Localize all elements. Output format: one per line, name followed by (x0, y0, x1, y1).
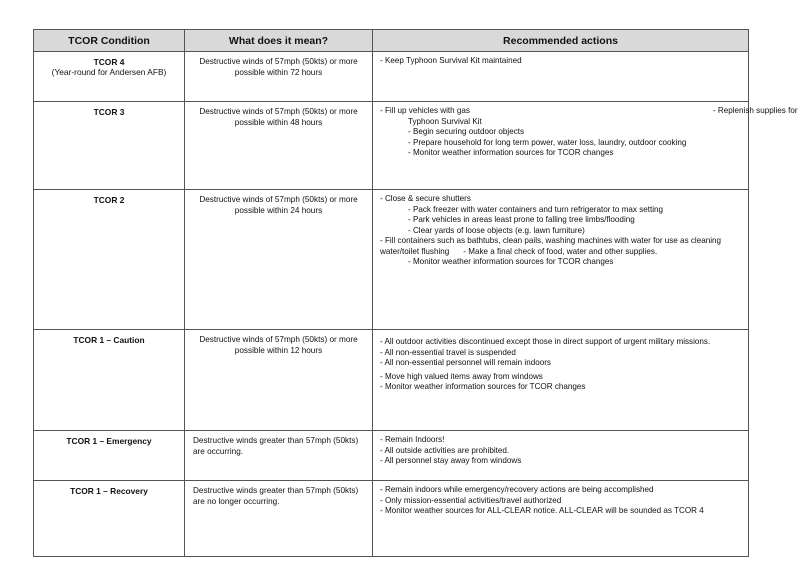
action-item: - Fill up vehicles with gas - Replenish supplies for (380, 106, 798, 115)
meaning-cell: Destructive winds of 57mph (50kts) or more possible within 48 hours (185, 102, 373, 190)
condition-cell (34, 52, 185, 102)
action-item: Typhoon Survival Kit (408, 116, 482, 126)
action-item: - Move high valued items away from windows (380, 371, 543, 381)
condition-name: TCOR 2 (93, 195, 125, 205)
header-row (34, 30, 749, 52)
condition-cell (34, 102, 185, 190)
condition-name: TCOR 1 – Emergency (66, 436, 152, 446)
action-item: - All outdoor activities discontinued except those in direct support of urgent military missions. (380, 337, 711, 346)
actions-cell (373, 330, 749, 431)
table-row (34, 330, 749, 431)
table-row (34, 431, 749, 481)
condition-note: (Year-round for Andersen AFB) (51, 67, 167, 77)
table-row (34, 52, 749, 102)
actions-cell (373, 190, 749, 330)
action-item: - Clear yards of loose objects (e.g. lawn furniture) (408, 225, 585, 235)
action-item: - All outside activities are prohibited. (380, 445, 510, 455)
action-item: - Monitor weather information sources for TCOR changes (408, 257, 614, 266)
header-condition: TCOR Condition (34, 30, 185, 52)
meaning-cell: Destructive winds of 57mph (50kts) or more possible within 72 hours (185, 52, 373, 102)
action-item: - Remain Indoors! (380, 435, 445, 444)
meaning-cell: Destructive winds of 57mph (50kts) or more possible within 12 hours (185, 330, 373, 431)
meaning-cell: Destructive winds greater than 57mph (50kts) are no longer occurring. (185, 481, 373, 557)
table-row (34, 481, 749, 557)
condition-cell (34, 190, 185, 330)
meaning-cell: Destructive winds of 57mph (50kts) or more possible within 24 hours (185, 190, 373, 330)
actions-cell (373, 52, 749, 102)
condition-name: TCOR 1 – Caution (73, 335, 145, 345)
action-item: - Close & secure shutters (380, 194, 471, 203)
condition-cell (34, 481, 185, 557)
action-item: - Monitor weather sources for ALL-CLEAR notice. ALL-CLEAR will be sounded as TCOR 4 (380, 506, 704, 515)
action-item: - Remain indoors while emergency/recovery actions are being accomplished (380, 485, 654, 494)
action-item: - Park vehicles in areas least prone to falling tree limbs/flooding (408, 215, 635, 224)
action-item: - Pack freezer with water containers and turn refrigerator to max setting (408, 204, 664, 214)
action-item: - Only mission-essential activities/travel authorized (380, 495, 562, 505)
action-item: - Begin securing outdoor objects (408, 127, 525, 136)
condition-name: TCOR 3 (93, 107, 125, 117)
condition-cell (34, 330, 185, 431)
table-row (34, 190, 749, 330)
action-item: - Prepare household for long term power, water loss, laundry, outdoor cooking (408, 137, 687, 147)
header-meaning: What does it mean? (185, 30, 373, 52)
meaning-cell: Destructive winds greater than 57mph (50kts) are occurring. (185, 431, 373, 481)
action-item: - All non-essential personnel will remain indoors (380, 358, 551, 367)
action-item: - Fill containers such as bathtubs, clean pails, washing machines with water for use as cleaning water/toilet flushing - Make a final check of food, water and other supplies. (380, 236, 722, 256)
condition-name: TCOR 1 – Recovery (70, 486, 148, 496)
tcor-table (33, 29, 798, 557)
table-row (34, 102, 749, 190)
action-item: - Keep Typhoon Survival Kit maintained (380, 56, 522, 65)
condition-name: TCOR 4 (93, 57, 125, 67)
header-actions: Recommended actions (373, 30, 749, 52)
action-item: - All personnel stay away from windows (380, 456, 522, 465)
actions-cell (373, 481, 749, 557)
action-item: - Monitor weather information sources for TCOR changes (380, 382, 586, 391)
action-item: - All non-essential travel is suspended (380, 347, 516, 357)
condition-cell (34, 431, 185, 481)
action-item: - Monitor weather information sources for TCOR changes (408, 148, 614, 157)
actions-cell (373, 102, 798, 190)
actions-cell (373, 431, 749, 481)
